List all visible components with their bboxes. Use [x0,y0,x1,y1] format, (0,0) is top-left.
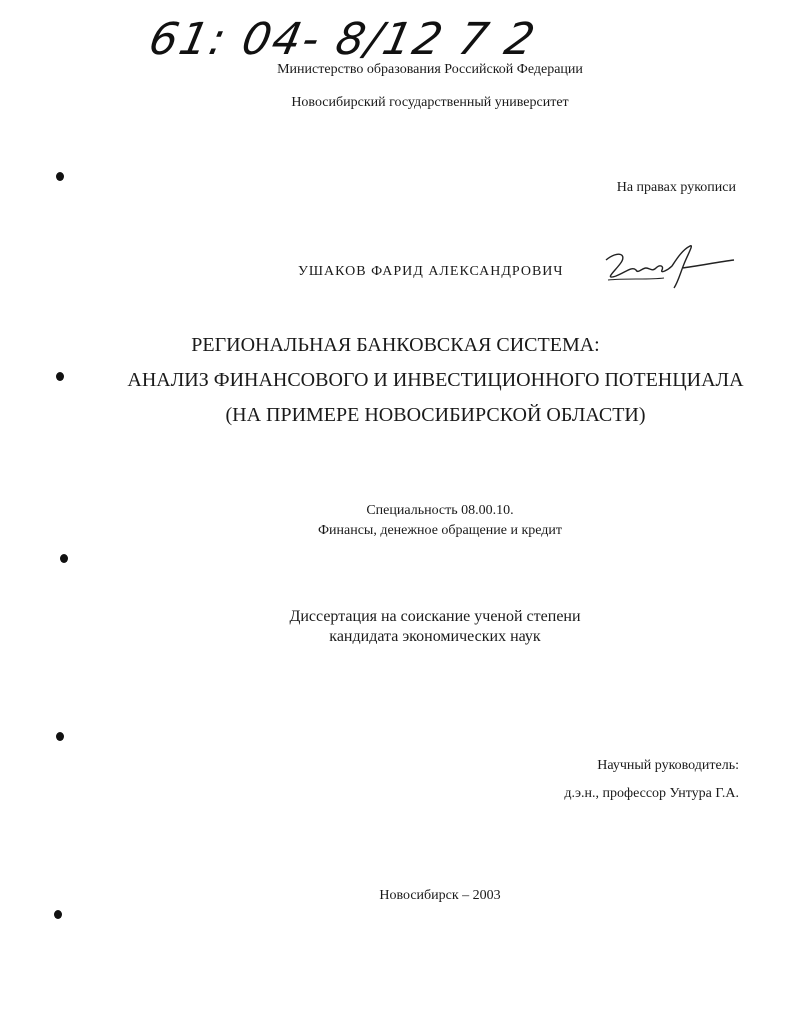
binder-hole-mark [56,372,64,381]
dissertation-line-2: кандидата экономических наук [329,628,541,645]
dissertation-block [230,607,640,647]
advisor-block [564,752,739,808]
ministry-name: Министерство образования Российской Федерации [277,62,583,77]
author-name: УШАКОВ ФАРИД АЛЕКСАНДРОВИЧ [298,264,564,279]
author-signature [598,240,738,295]
binder-hole-mark [56,732,64,741]
advisor-name: д.э.н., профессор Унтура Г.А. [564,786,739,801]
title-line-2: АНАЛИЗ ФИНАНСОВОГО И ИНВЕСТИЦИОННОГО ПОТЕНЦИАЛА [127,369,744,391]
title-line-1: РЕГИОНАЛЬНАЯ БАНКОВСКАЯ СИСТЕМА: [191,334,600,356]
binder-hole-mark [60,554,68,563]
binder-hole-mark [56,172,64,181]
specialty-name: Финансы, денежное обращение и кредит [317,523,563,538]
dissertation-line-1: Диссертация на соискание ученой степени [289,608,581,625]
rights-note: На правах рукописи [616,180,736,195]
specialty-block [240,501,640,541]
title-line-3: (НА ПРИМЕРЕ НОВОСИБИРСКОЙ ОБЛАСТИ) [225,404,646,426]
binder-hole-mark [54,910,62,919]
university-name: Новосибирский государственный университет [291,95,569,110]
city-year: Новосибирск – 2003 [379,888,501,903]
advisor-label: Научный руководитель: [597,758,739,773]
archive-code: 61: 04- 8/12 7 2 [144,14,541,65]
specialty-code: Специальность 08.00.10. [366,503,514,518]
